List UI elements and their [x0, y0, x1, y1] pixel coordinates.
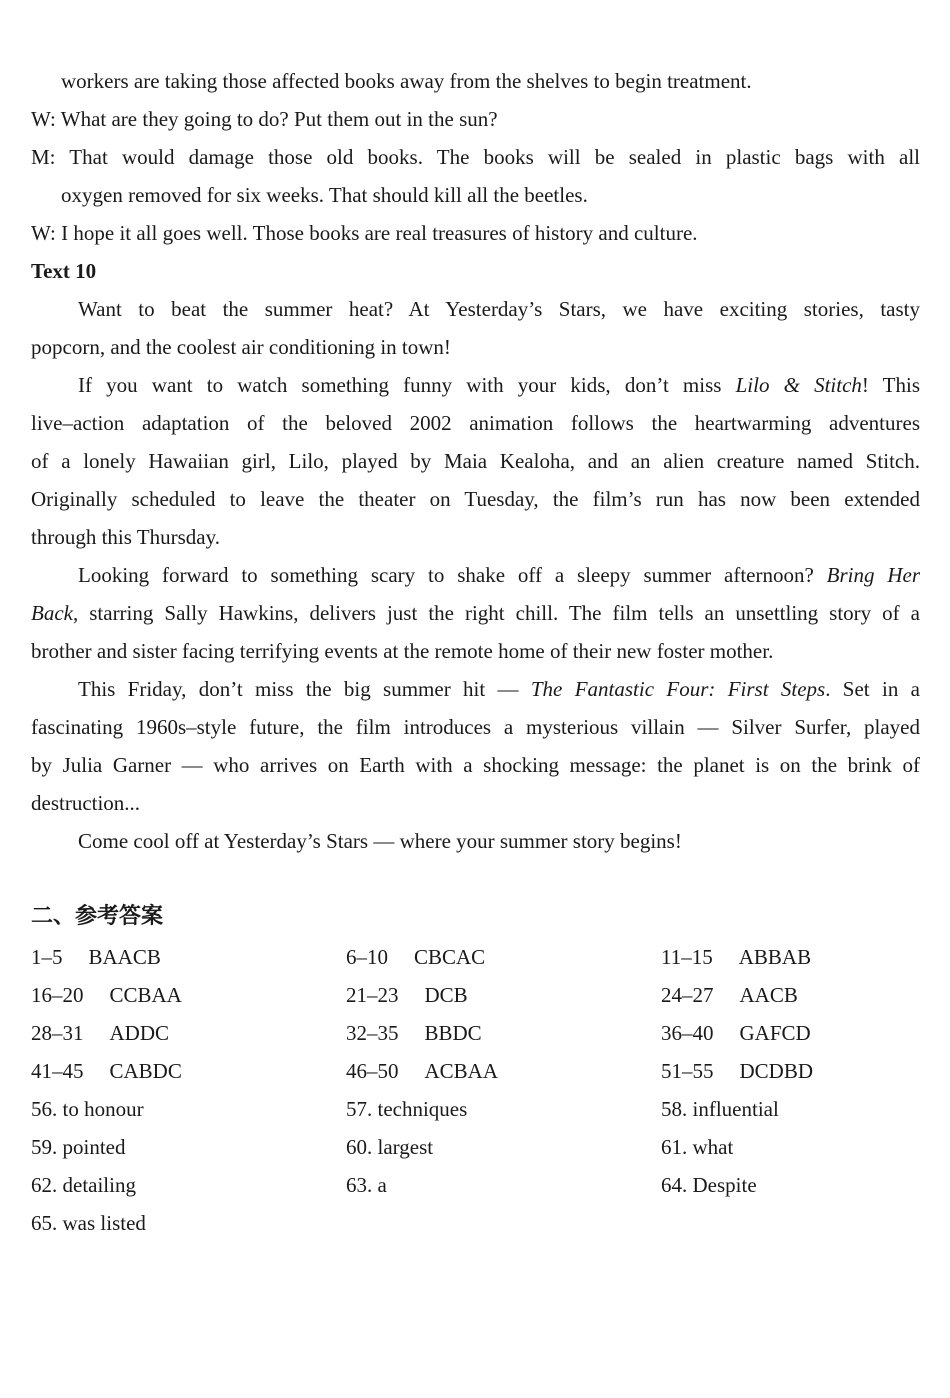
answer-item — [346, 1052, 661, 1090]
answer-value: a — [377, 1173, 387, 1197]
answer-item — [346, 1166, 661, 1204]
answer-item — [31, 1052, 346, 1090]
answer-value: DCDBD — [739, 1059, 814, 1083]
answer-item — [31, 1204, 346, 1242]
answer-number: 32–35 — [346, 1021, 399, 1045]
answer-item — [661, 1014, 920, 1052]
dialogue-line: W: What are they going to do? Put them out in the sun? — [31, 107, 498, 131]
answer-number: 36–40 — [661, 1021, 714, 1045]
answer-value: CABDC — [109, 1059, 182, 1083]
answer-value: ACBAA — [424, 1059, 499, 1083]
paragraph-line: Come cool off at Yesterday’s Stars — where your summer story begins! — [78, 829, 682, 853]
answer-number: 21–23 — [346, 983, 399, 1007]
answer-item — [31, 1090, 346, 1128]
answer-number: 28–31 — [31, 1021, 84, 1045]
dialogue-line: oxygen removed for six weeks. That should kill all the beetles. — [61, 183, 588, 207]
paragraph-line: popcorn, and the coolest air conditioning in town! — [31, 335, 451, 359]
answer-value: was listed — [62, 1211, 146, 1235]
paragraph-line: fascinating 1960s–style future, the film introduces a mysterious villain — Silver Surfer, played — [31, 715, 920, 739]
answer-number: 41–45 — [31, 1059, 84, 1083]
film-title-fantastic-four: The Fantastic Four: First Steps — [530, 677, 826, 701]
answer-value: influential — [692, 1097, 779, 1121]
paragraph-line: through this Thursday. — [31, 525, 220, 549]
answer-value: GAFCD — [739, 1021, 811, 1045]
dialogue-line: workers are taking those affected books away from the shelves to begin treatment. — [61, 69, 752, 93]
answer-item — [661, 938, 920, 976]
answer-item — [31, 1014, 346, 1052]
answer-value: CBCAC — [414, 945, 486, 969]
paragraph-text: This Friday, don’t miss the big summer hit — — [78, 677, 531, 701]
paragraph-text: If you want to watch something funny with your kids, don’t miss — [78, 373, 736, 397]
answer-value: techniques — [377, 1097, 468, 1121]
answer-value: ADDC — [109, 1021, 170, 1045]
paragraph-line: destruction... — [31, 791, 141, 815]
answer-value: pointed — [62, 1135, 126, 1159]
answer-number: 62. — [31, 1173, 58, 1197]
dialogue-line: W: I hope it all goes well. Those books are real treasures of history and culture. — [31, 221, 698, 245]
document-body — [31, 62, 920, 860]
paragraph-text: . Set in a — [825, 677, 920, 701]
answer-number: 56. — [31, 1097, 58, 1121]
paragraph-line: of a lonely Hawaiian girl, Lilo, played by Maia Kealoha, and an alien creature named Stitch. — [31, 449, 920, 473]
dialogue-section — [31, 62, 920, 252]
paragraph-line: by Julia Garner — who arrives on Earth with a shocking message: the planet is on the brink of — [31, 753, 920, 777]
paragraph-line: brother and sister facing terrifying events at the remote home of their new foster mother. — [31, 639, 774, 663]
paragraph-line — [31, 594, 920, 632]
paragraph-line: live–action adaptation of the beloved 2002 animation follows the heartwarming adventures — [31, 411, 920, 435]
paragraph-text: , starring Sally Hawkins, delivers just the right chill. The film tells an unsettling story of a — [72, 601, 920, 625]
answer-item — [346, 1090, 661, 1128]
dialogue-line: M: That would damage those old books. The books will be sealed in plastic bags with all — [31, 145, 920, 169]
paragraph-text: ! This — [861, 373, 921, 397]
text10-heading: Text 10 — [31, 259, 97, 283]
film-title-bring-her-back: Back — [31, 601, 73, 625]
paragraph-line — [31, 670, 920, 708]
answer-value: largest — [377, 1135, 434, 1159]
paragraph-line — [31, 556, 920, 594]
paragraph-text: Looking forward to something scary to shake off a sleepy summer afternoon? — [78, 563, 827, 587]
answer-item — [31, 1166, 346, 1204]
answer-number: 24–27 — [661, 983, 714, 1007]
answer-value: AACB — [739, 983, 798, 1007]
answer-number: 51–55 — [661, 1059, 714, 1083]
answer-number: 11–15 — [661, 945, 713, 969]
answer-number: 46–50 — [346, 1059, 399, 1083]
answer-number: 6–10 — [346, 945, 388, 969]
answer-number: 58. — [661, 1097, 688, 1121]
answer-item — [31, 976, 346, 1014]
answer-value: CCBAA — [109, 983, 182, 1007]
answer-value: DCB — [424, 983, 468, 1007]
answer-number: 1–5 — [31, 945, 63, 969]
paragraph-line: Originally scheduled to leave the theater on Tuesday, the film’s run has now been extended — [31, 487, 920, 511]
paragraph-line: Want to beat the summer heat? At Yesterday’s Stars, we have exciting stories, tasty — [78, 297, 920, 321]
answer-value: BBDC — [424, 1021, 482, 1045]
answer-number: 59. — [31, 1135, 58, 1159]
answer-number: 16–20 — [31, 983, 84, 1007]
paragraph-line — [31, 366, 920, 404]
answer-item — [346, 1014, 661, 1052]
answer-number: 65. — [31, 1211, 58, 1235]
answer-value: to honour — [62, 1097, 144, 1121]
answer-item — [31, 938, 346, 976]
answer-item — [661, 976, 920, 1014]
film-title-lilo-stitch: Lilo & Stitch — [735, 373, 862, 397]
answer-number: 63. — [346, 1173, 373, 1197]
answer-number: 57. — [346, 1097, 373, 1121]
answer-item — [661, 1166, 920, 1204]
answer-value: what — [692, 1135, 734, 1159]
answer-item — [661, 1052, 920, 1090]
film-title-bring-her-back: Bring Her — [826, 563, 920, 587]
answer-key-grid — [31, 938, 920, 1242]
answer-item — [346, 976, 661, 1014]
answer-value: Despite — [692, 1173, 757, 1197]
answer-item — [661, 1128, 920, 1166]
answer-value: detailing — [62, 1173, 136, 1197]
answer-item — [661, 1090, 920, 1128]
answer-value: BAACB — [88, 945, 161, 969]
answer-number: 61. — [661, 1135, 688, 1159]
answer-number: 64. — [661, 1173, 688, 1197]
answer-item — [346, 1128, 661, 1166]
answer-item — [31, 1128, 346, 1166]
answers-section-title: 二、参考答案 — [31, 904, 164, 929]
answer-item — [346, 938, 661, 976]
answer-number: 60. — [346, 1135, 373, 1159]
answer-value: ABBAB — [738, 945, 812, 969]
